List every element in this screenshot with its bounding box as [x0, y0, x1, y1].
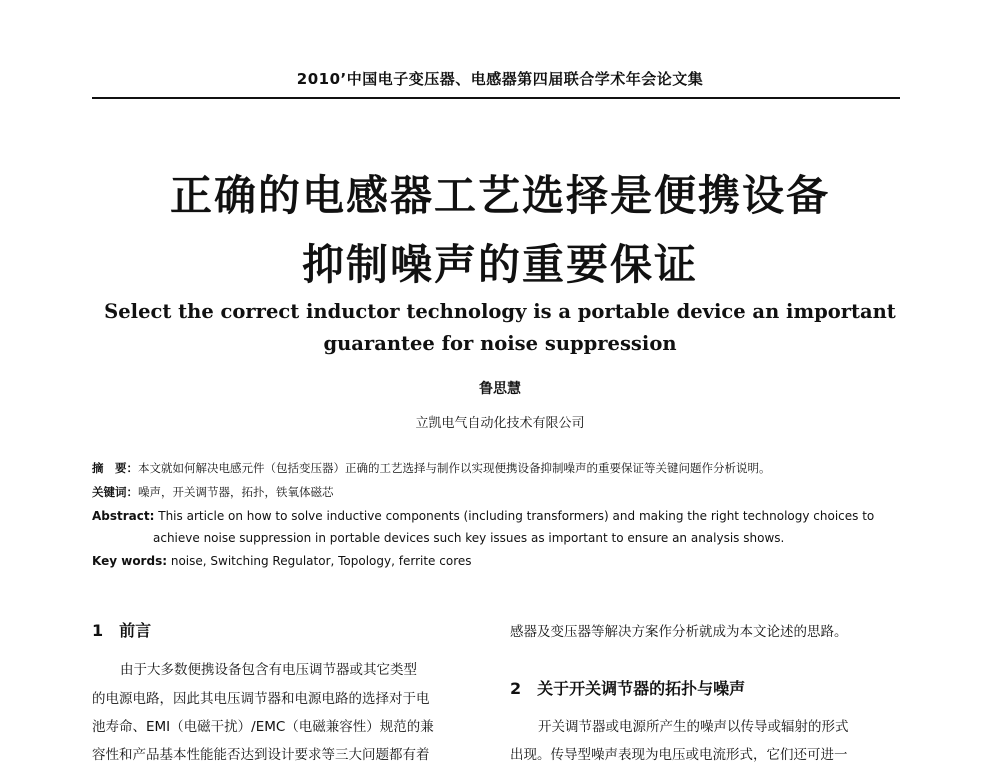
keywords-cn-label: 关键词： [92, 485, 138, 499]
abstract-en [92, 509, 902, 523]
abstract-en-line1: This article on how to solve inductive components (including transformers) and making the right technology choices to [158, 509, 875, 523]
header-rule [92, 97, 900, 99]
right-column-continuation: 感器及变压器等解决方案作分析就成为本文论述的思路。 [510, 624, 848, 640]
section1-line: 池寿命、EMI（电磁干扰）/EMC（电磁兼容性）规范的兼 [92, 719, 434, 735]
keywords-en-label: Key words: [92, 554, 168, 568]
title-en-line1: Select the correct inductor technology is a portable device an important [104, 300, 896, 323]
section2-line: 开关调节器或电源所产生的噪声以传导或辐射的形式 [538, 719, 849, 735]
keywords-en-text: noise, Switching Regulator, Topology, ferrite cores [170, 554, 472, 568]
section1-line: 的电源电路，因此其电压调节器和电源电路的选择对于电 [92, 691, 430, 707]
section1-line: 容性和产品基本性能能否达到设计要求等三大问题都有着 [92, 747, 430, 763]
title-en-line2: guarantee for noise suppression [323, 332, 677, 355]
abstract-en-line2: achieve noise suppression in portable devices such key issues as important to ensure an analysis shows. [153, 531, 785, 545]
running-header: 2010’中国电子变压器、电感器第四届联合学术年会论文集 [296, 70, 704, 88]
title-cn-line1: 正确的电感器工艺选择是便携设备 [169, 171, 830, 220]
keywords-cn [92, 484, 902, 500]
keywords-en [92, 554, 902, 568]
section2-heading: 2 关于开关调节器的拓扑与噪声 [510, 679, 746, 698]
abstract-cn-text: 本文就如何解决电感元件（包括变压器）正确的工艺选择与制作以实现便携设备抑制噪声的重要保证等关键问题作分析说明。 [138, 461, 771, 475]
affiliation: 立凯电气自动化技术有限公司 [415, 416, 585, 431]
title-cn-line2: 抑制噪声的重要保证 [301, 240, 698, 289]
section2-line: 出现。传导型噪声表现为电压或电流形式，它们还可进一 [510, 747, 848, 763]
section1-heading: 1 前言 [92, 621, 152, 640]
abstract-cn [92, 460, 902, 476]
abstract-en-label: Abstract: [92, 509, 155, 523]
section1-line: 由于大多数便携设备包含有电压调节器或其它类型 [120, 662, 417, 678]
author: 鲁思慧 [479, 381, 521, 397]
keywords-cn-text: 噪声，开关调节器，拓扑，铁氧体磁芯 [138, 485, 334, 499]
abstract-cn-label: 摘 要： [92, 461, 138, 475]
